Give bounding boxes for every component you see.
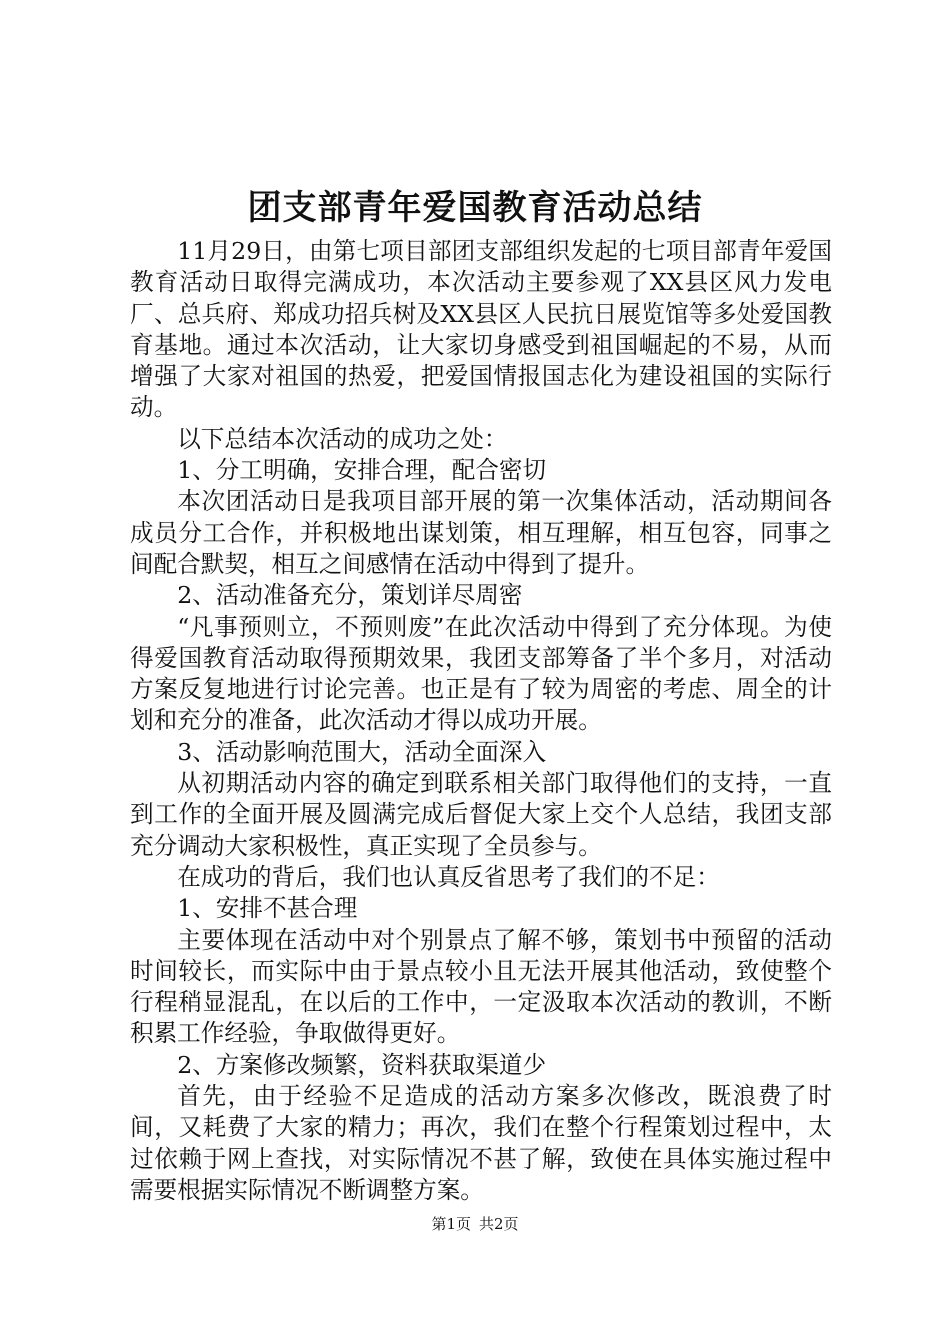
heading-success-2: 2、活动准备充分，策划详尽周密 [177, 581, 523, 610]
paragraph-success-lead: 以下总结本次活动的成功之处： [177, 424, 508, 453]
paragraph-shortcoming-1: 主要体现在活动中对个别景点了解不够，策划书中预留的活动时间较长，而实际中由于景点较小且无法开展其他活动，致使整个行程稍显混乱，在以后的工作中，一定汲取本次活动的教训，不断积累工作经验，争取做得更好。 [130, 925, 832, 1048]
heading-success-1: 1、分工明确，安排合理，配合密切 [177, 456, 547, 485]
page-number-total: 共2页 [479, 1215, 519, 1233]
page-number-current: 第1页 [431, 1215, 471, 1233]
paragraph-shortcoming-2: 首先，由于经验不足造成的活动方案多次修改，既浪费了时间，又耗费了大家的精力；再次，我们在整个行程策划过程中，太过依赖于网上查找，对实际情况不甚了解，致使在具体实施过程中需要根据实际情况不断调整方案。 [130, 1082, 832, 1204]
heading-success-3: 3、活动影响范围大，活动全面深入 [177, 737, 547, 766]
heading-shortcoming-2: 2、方案修改频繁，资料获取渠道少 [177, 1050, 547, 1079]
paragraph-success-3: 从初期活动内容的确定到联系相关部门取得他们的支持，一直到工作的全面开展及圆满完成后督促大家上交个人总结，我团支部充分调动大家积极性，真正实现了全员参与。 [130, 769, 832, 860]
paragraph-success-1: 本次团活动日是我项目部开展的第一次集体活动，活动期间各成员分工合作，并积极地出谋划策，相互理解，相互包容，同事之间配合默契，相互之间感情在活动中得到了提升。 [130, 487, 832, 578]
document-title: 团支部青年爱国教育活动总结 [247, 188, 703, 228]
document-body [130, 236, 832, 1206]
heading-shortcoming-1: 1、安排不甚合理 [177, 894, 358, 923]
paragraph-intro: 11月29日，由第七项目部团支部组织发起的七项目部青年爱国教育活动日取得完满成功，本次活动主要参观了XX县区风力发电厂、总兵府、郑成功招兵树及XX县区人民抗日展览馆等多处爱国教育基地。通过本次活动，让大家切身感受到祖国崛起的不易，从而增强了大家对祖国的热爱，把爱国情报国志化为建设祖国的实际行动。 [130, 237, 832, 422]
paragraph-shortcoming-lead: 在成功的背后，我们也认真反省思考了我们的不足： [177, 862, 720, 891]
page-footer [0, 1214, 950, 1234]
paragraph-success-2: “凡事预则立，不预则废”在此次活动中得到了充分体现。为使得爱国教育活动取得预期效果，我团支部筹备了半个多月，对活动方案反复地进行讨论完善。也正是有了较为周密的考虑、周全的计划和充分的准备，此次活动才得以成功开展。 [130, 612, 832, 735]
